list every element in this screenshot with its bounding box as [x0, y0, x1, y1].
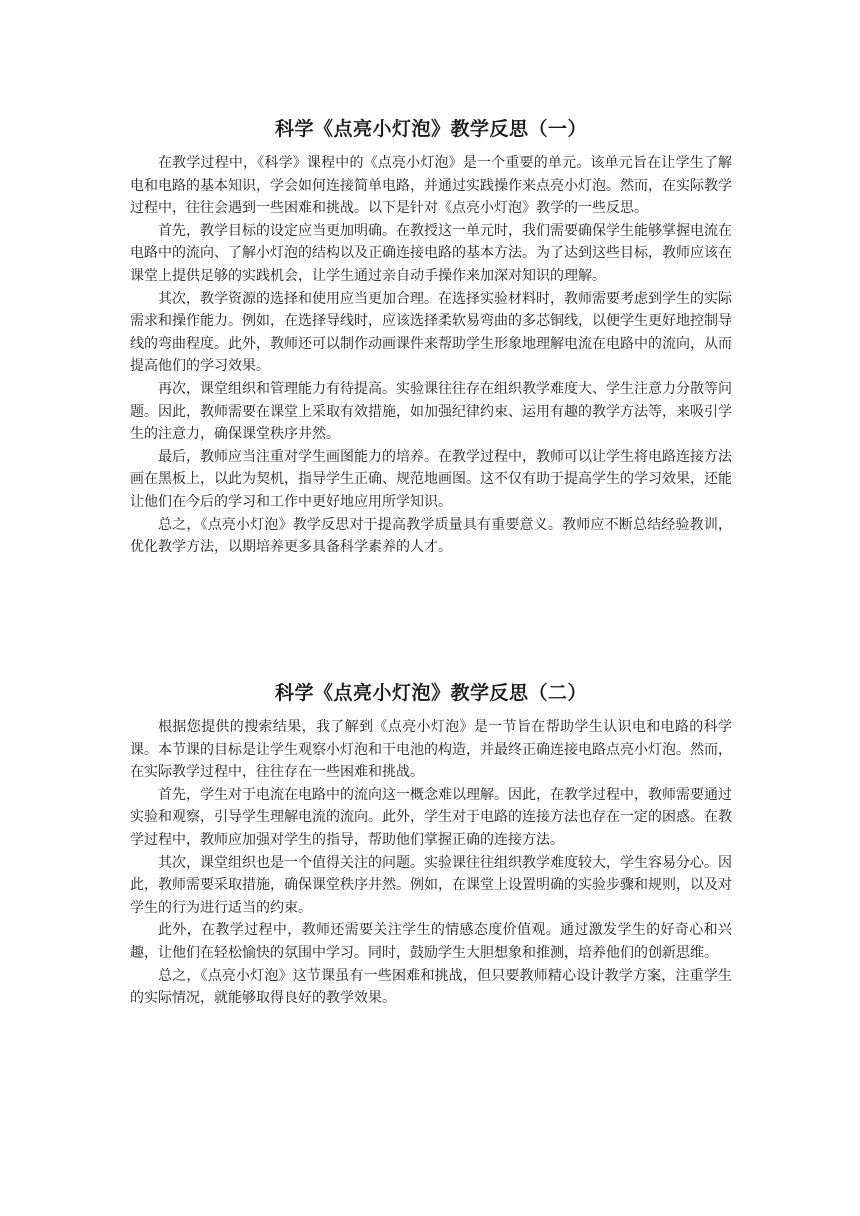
reflection-section-2	[130, 680, 732, 1010]
paragraph: 其次，教学资源的选择和使用应当更加合理。在选择实验材料时，教师需要考虑到学生的实际需求和操作能力。例如，在选择导线时，应该选择柔软易弯曲的多芯铜线，以便学生更好地控制导线的弯曲程度。此外，教师还可以制作动画课件来帮助学生形象地理解电流在电路中的流向，从而提高他们的学习效果。	[130, 290, 732, 375]
paragraph: 再次，课堂组织和管理能力有待提高。实验课往往存在组织教学难度大、学生注意力分散等问题。因此，教师需要在课堂上采取有效措施，如加强纪律约束、运用有趣的教学方法等，来吸引学生的注意力，确保课堂秩序井然。	[130, 380, 732, 443]
paragraph: 首先，教学目标的设定应当更加明确。在教授这一单元时，我们需要确保学生能够掌握电流在电路中的流向、了解小灯泡的结构以及正确连接电路的基本方法。为了达到这些目标，教师应该在课堂上提供足够的实践机会，让学生通过亲自动手操作来加深对知识的理解。	[130, 222, 732, 284]
reflection-section-1	[130, 116, 732, 559]
section-title: 科学《点亮小灯泡》教学反思（一）	[274, 118, 587, 140]
paragraph: 根据您提供的搜索结果，我了解到《点亮小灯泡》是一节旨在帮助学生认识电和电路的科学课。本节课的目标是让学生观察小灯泡和干电池的构造，并最终正确连接电路点亮小灯泡。然而，在实际教学过程中，往往存在一些困难和挑战。	[130, 719, 732, 781]
paragraph: 其次，课堂组织也是一个值得关注的问题。实验课往往组织教学难度较大，学生容易分心。因此，教师需要采取措施，确保课堂秩序井然。例如，在课堂上设置明确的实验步骤和规则，以及对学生的行为进行适当的约束。	[130, 854, 732, 916]
paragraph: 此外，在教学过程中，教师还需要关注学生的情感态度价值观。通过激发学生的好奇心和兴趣，让他们在轻松愉快的氛围中学习。同时，鼓励学生大胆想象和推测，培养他们的创新思维。	[130, 922, 732, 961]
paragraph: 最后，教师应当注重对学生画图能力的培养。在教学过程中，教师可以让学生将电路连接方法画在黑板上，以此为契机，指导学生正确、规范地画图。这不仅有助于提高学生的学习效果，还能让他们在今后的学习和工作中更好地应用所学知识。	[130, 448, 732, 510]
paragraph: 在教学过程中，《科学》课程中的《点亮小灯泡》是一个重要的单元。该单元旨在让学生了解电和电路的基本知识，学会如何连接简单电路，并通过实践操作来点亮小灯泡。然而，在实际教学过程中，往往会遇到一些困难和挑战。以下是针对《点亮小灯泡》教学的一些反思。	[130, 155, 732, 217]
paragraph: 总之，《点亮小灯泡》教学反思对于提高教学质量具有重要意义。教师应不断总结经验教训，优化教学方法，以期培养更多具备科学素养的人才。	[130, 516, 732, 556]
paragraph: 总之，《点亮小灯泡》这节课虽有一些困难和挑战，但只要教师精心设计教学方案，注重学生的实际情况，就能够取得良好的教学效果。	[130, 967, 732, 1007]
paragraph: 首先，学生对于电流在电路中的流向这一概念难以理解。因此，在教学过程中，教师需要通过实验和观察，引导学生理解电流的流向。此外，学生对于电路的连接方法也存在一定的困惑。在教学过程中，教师应加强对学生的指导，帮助他们掌握正确的连接方法。	[130, 786, 732, 848]
section-title: 科学《点亮小灯泡》教学反思（二）	[274, 682, 587, 704]
